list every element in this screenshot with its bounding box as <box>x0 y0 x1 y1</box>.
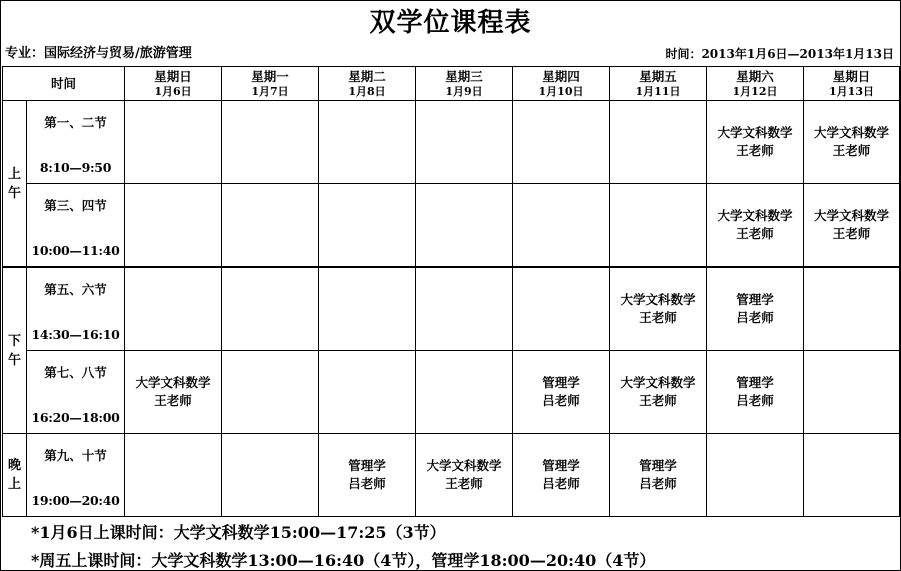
course-cell <box>319 351 416 434</box>
course-name: 大学文科数学 <box>426 458 502 473</box>
course-cell <box>513 434 610 517</box>
day-header <box>707 67 804 101</box>
course-cell <box>804 351 900 434</box>
course-cell <box>222 101 319 184</box>
table-row <box>3 267 900 351</box>
teacher-name: 王老师 <box>736 226 774 241</box>
course-cell <box>707 351 804 434</box>
course-cell <box>513 101 610 184</box>
day-week: 星期日 <box>832 68 871 84</box>
period-morning: 上午 <box>3 101 27 268</box>
table-row <box>3 184 900 268</box>
course-cell <box>319 267 416 351</box>
course-cell <box>610 434 707 517</box>
course-cell <box>804 267 900 351</box>
day-week: 星期六 <box>736 68 774 84</box>
course-cell <box>416 101 513 184</box>
course-name: 大学文科数学 <box>717 125 793 140</box>
course-cell <box>222 184 319 268</box>
course-cell <box>804 101 900 184</box>
schedule-table <box>2 66 900 517</box>
table-row <box>3 434 900 517</box>
course-cell <box>707 434 804 517</box>
course-name: 管理学 <box>542 375 580 390</box>
day-date: 1月10日 <box>538 84 584 98</box>
course-cell <box>125 101 222 184</box>
course-cell <box>804 434 900 517</box>
day-date: 1月13日 <box>829 84 874 98</box>
major-label: 专业：国际经济与贸易/旅游管理 <box>5 46 192 61</box>
course-cell <box>125 351 222 434</box>
day-week: 星期五 <box>639 68 677 84</box>
teacher-name: 王老师 <box>832 226 871 241</box>
day-date: 1月12日 <box>732 84 778 98</box>
slot-time: 10:00—11:40 <box>31 243 120 258</box>
course-name: 管理学 <box>736 292 774 307</box>
teacher-name: 王老师 <box>445 476 483 491</box>
course-cell <box>416 184 513 268</box>
table-row <box>3 101 900 184</box>
day-date: 1月7日 <box>251 84 289 98</box>
slot-label <box>27 101 125 184</box>
teacher-name: 王老师 <box>639 310 677 325</box>
course-cell <box>416 351 513 434</box>
day-week: 星期二 <box>348 68 386 84</box>
slot-time: 16:20—18:00 <box>31 410 120 425</box>
course-cell <box>319 184 416 268</box>
slot-name: 第一、二节 <box>44 115 107 130</box>
course-name: 大学文科数学 <box>814 208 890 223</box>
slot-label <box>27 267 125 351</box>
day-header <box>222 67 319 101</box>
slot-name: 第九、十节 <box>44 448 107 463</box>
teacher-name: 吕老师 <box>542 393 580 408</box>
course-cell <box>610 267 707 351</box>
course-cell <box>707 184 804 268</box>
course-cell <box>513 267 610 351</box>
day-week: 星期四 <box>542 68 580 84</box>
teacher-name: 王老师 <box>154 393 192 408</box>
day-date: 1月9日 <box>445 84 483 98</box>
day-header <box>804 67 900 101</box>
course-cell <box>222 351 319 434</box>
course-cell <box>707 101 804 184</box>
note-line: *周五上课时间：大学文科数学13:00—16:40（4节），管理学18:00—20:40（4节） <box>31 551 656 570</box>
slot-name: 第五、六节 <box>44 282 107 297</box>
day-week: 星期三 <box>445 68 483 84</box>
header-row <box>3 67 900 101</box>
day-week: 星期一 <box>251 68 289 84</box>
teacher-name: 吕老师 <box>736 393 774 408</box>
teacher-name: 吕老师 <box>542 476 580 491</box>
teacher-name: 吕老师 <box>348 476 386 491</box>
course-cell <box>416 267 513 351</box>
notes-section <box>31 519 655 571</box>
slot-time: 8:10—9:50 <box>39 160 112 175</box>
course-cell <box>610 184 707 268</box>
course-cell <box>319 101 416 184</box>
course-cell <box>513 351 610 434</box>
course-name: 大学文科数学 <box>620 292 696 307</box>
course-name: 大学文科数学 <box>620 375 696 390</box>
course-cell <box>610 101 707 184</box>
course-cell <box>804 184 900 268</box>
slot-label <box>27 184 125 268</box>
day-header <box>513 67 610 101</box>
course-name: 管理学 <box>639 458 677 473</box>
course-name: 大学文科数学 <box>814 125 890 140</box>
course-cell <box>125 184 222 268</box>
slot-label <box>27 434 125 517</box>
course-cell <box>125 434 222 517</box>
time-column-header: 时间 <box>3 67 125 101</box>
day-header <box>319 67 416 101</box>
page-title: 双学位课程表 <box>369 8 532 38</box>
course-cell <box>125 267 222 351</box>
period-afternoon: 下午 <box>3 267 27 434</box>
course-cell <box>707 267 804 351</box>
teacher-name: 王老师 <box>736 143 774 158</box>
day-date: 1月8日 <box>348 84 386 98</box>
course-cell <box>610 351 707 434</box>
table-row <box>3 351 900 434</box>
course-cell <box>513 184 610 268</box>
teacher-name: 王老师 <box>832 143 871 158</box>
teacher-name: 吕老师 <box>736 310 774 325</box>
course-name: 管理学 <box>542 458 580 473</box>
course-name: 大学文科数学 <box>135 375 211 390</box>
course-cell <box>222 267 319 351</box>
course-name: 大学文科数学 <box>717 208 793 223</box>
slot-name: 第三、四节 <box>44 198 107 213</box>
day-header <box>610 67 707 101</box>
course-cell <box>416 434 513 517</box>
slot-label <box>27 351 125 434</box>
date-range-label: 时间：2013年1月6日—2013年1月13日 <box>665 47 894 61</box>
course-cell <box>319 434 416 517</box>
day-week: 星期日 <box>154 68 192 84</box>
day-header <box>416 67 513 101</box>
note-line: *1月6日上课时间：大学文科数学15:00—17:25（3节） <box>31 523 446 542</box>
slot-time: 14:30—16:10 <box>31 327 120 342</box>
day-header <box>125 67 222 101</box>
course-name: 管理学 <box>348 458 386 473</box>
slot-name: 第七、八节 <box>44 365 107 380</box>
slot-time: 19:00—20:40 <box>31 493 120 508</box>
course-cell <box>222 434 319 517</box>
teacher-name: 王老师 <box>639 393 677 408</box>
day-date: 1月6日 <box>154 84 192 98</box>
course-name: 管理学 <box>736 375 774 390</box>
day-date: 1月11日 <box>635 84 681 98</box>
teacher-name: 吕老师 <box>639 476 677 491</box>
period-evening: 晚上 <box>3 434 27 517</box>
